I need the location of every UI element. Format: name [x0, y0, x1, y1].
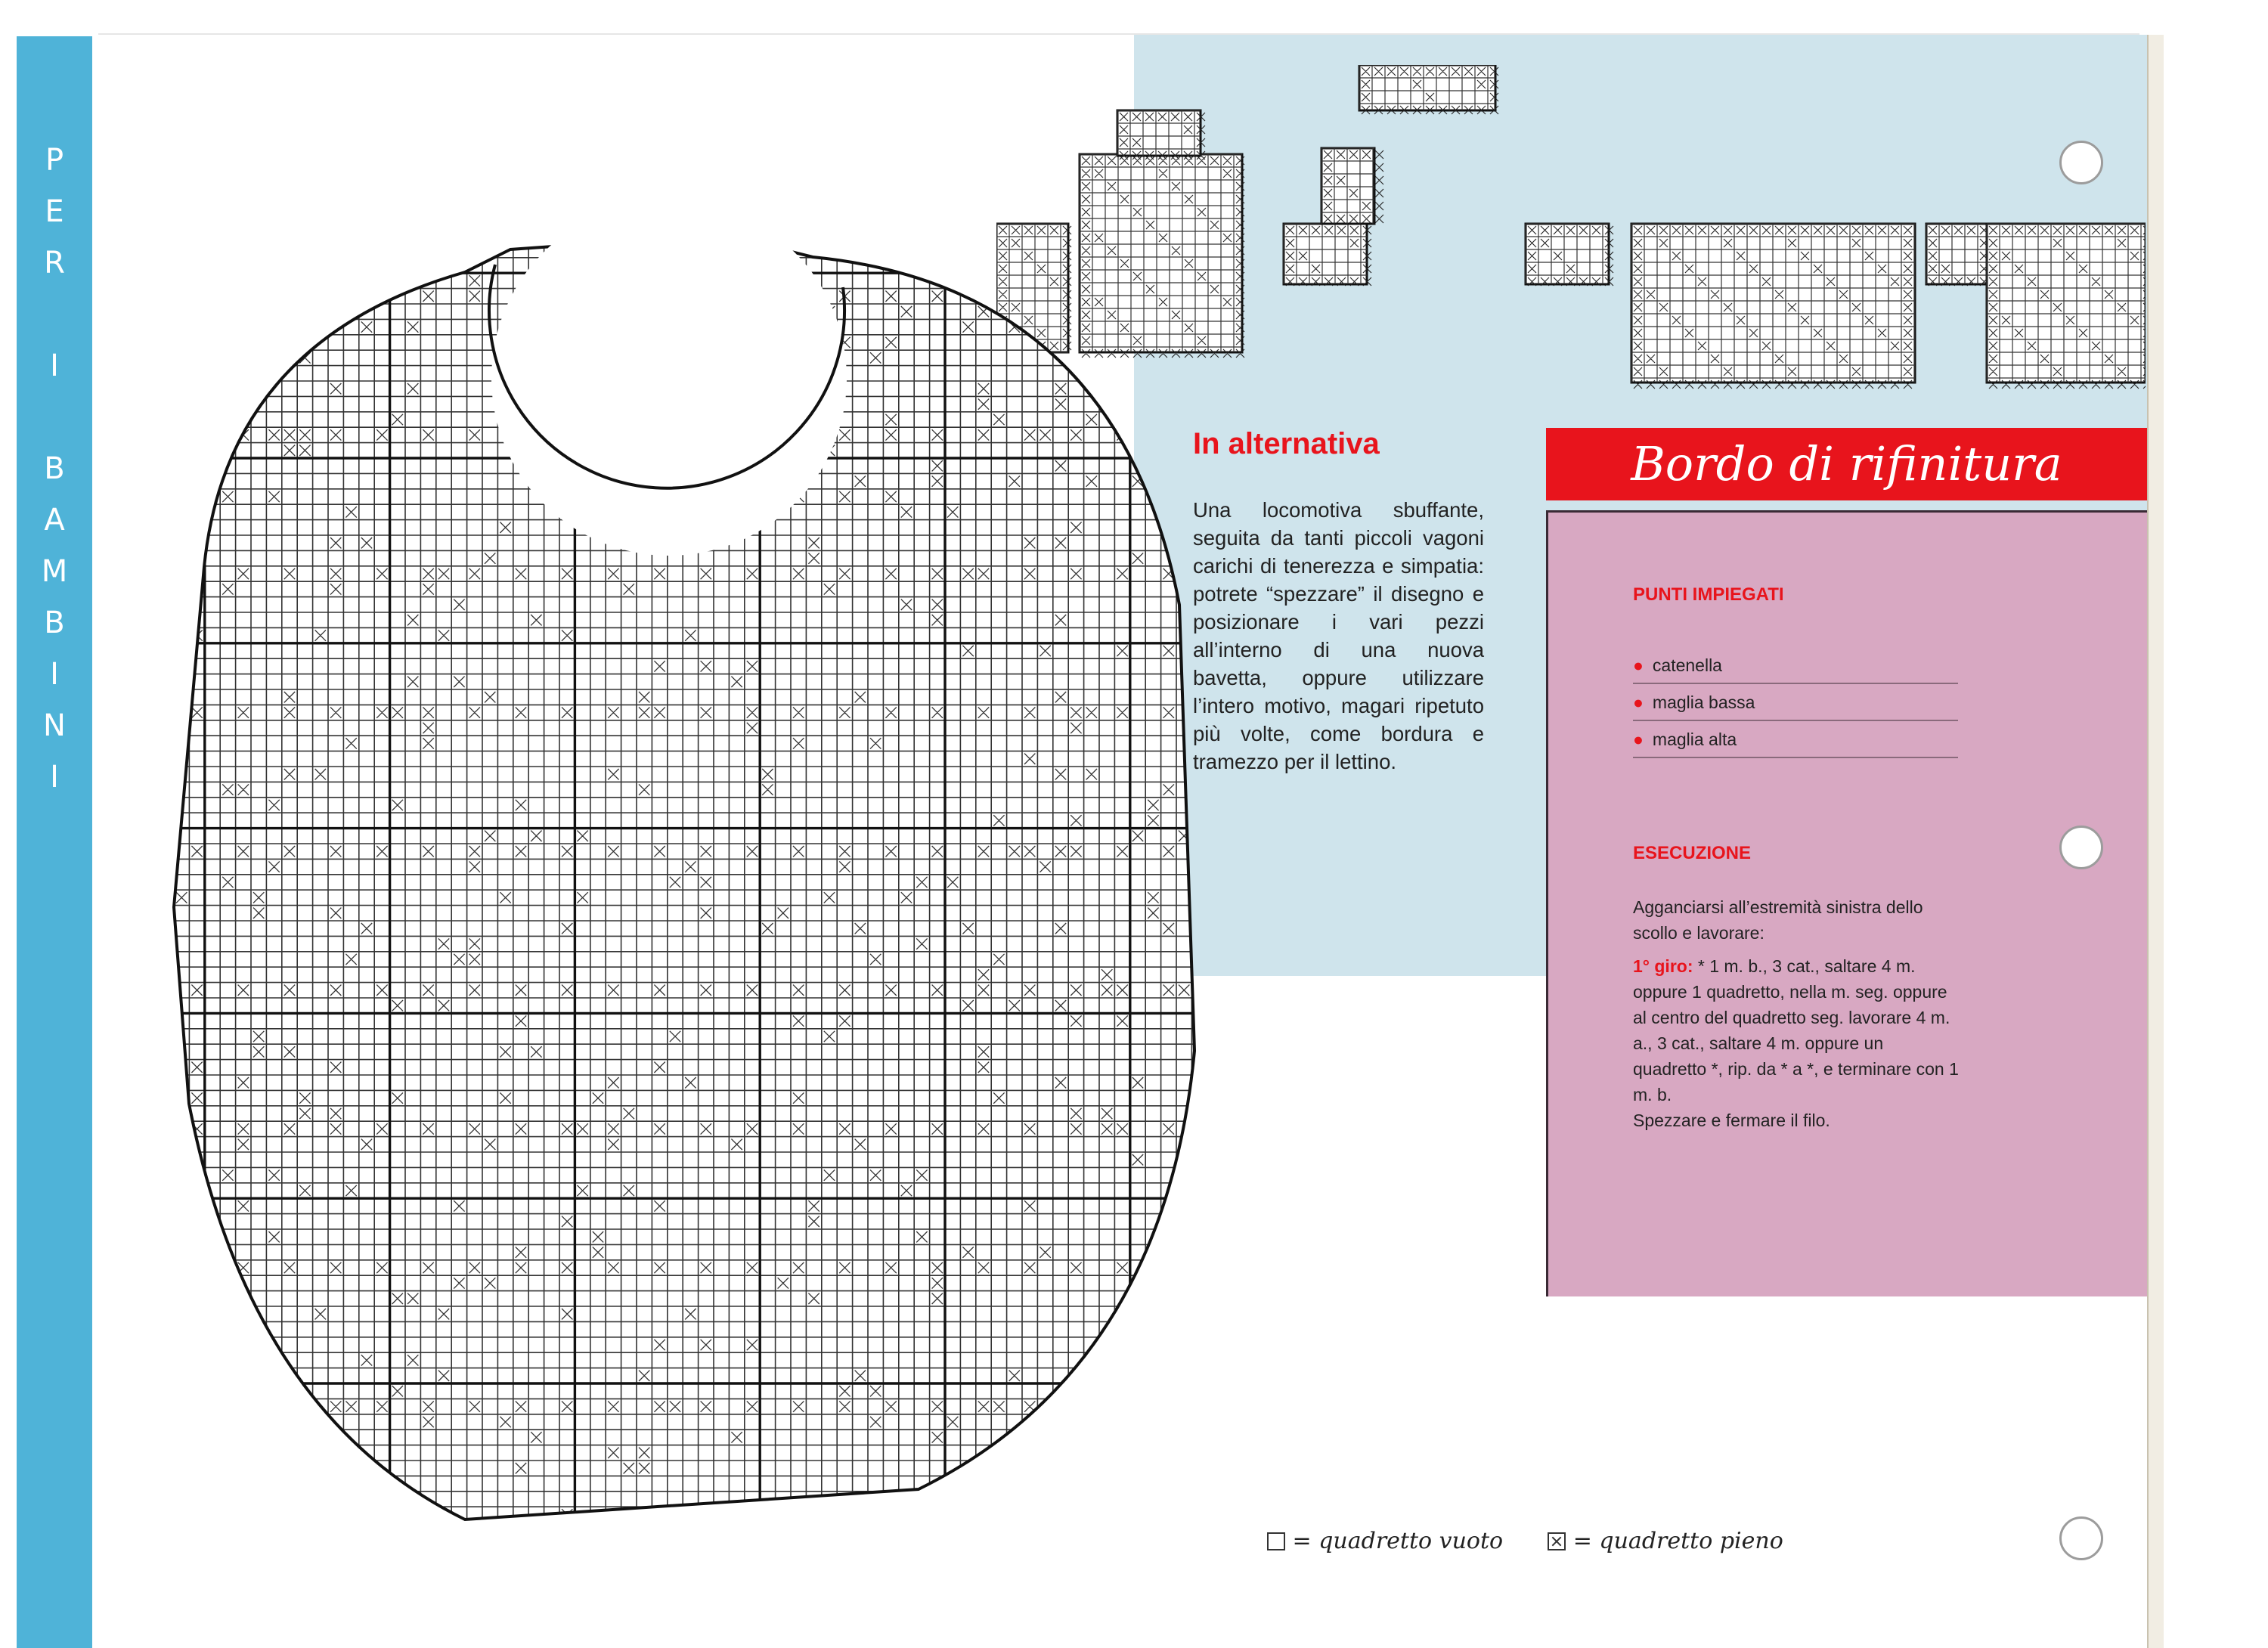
binder-hole-icon	[2059, 141, 2103, 184]
binder-hole-icon	[2059, 1516, 2103, 1560]
alternative-body: Una locomotiva sbuffante, seguita da tanti piccoli vagoni carichi di tenerezza e simpatia: potrete “spezzare” il disegno e posizionare i vari pezzi all’interno di una nuova bavetta, oppure utilizzare l’intero motivo, magari ripetuto più volte, come bordura e tramezzo per il lettino.	[1193, 498, 1484, 773]
stitches-heading: PUNTI IMPIEGATI	[1633, 584, 1784, 605]
execution-closing: Spezzare e fermare il filo.	[1633, 1111, 1830, 1130]
train-block	[1321, 148, 1383, 224]
train-block	[1284, 224, 1371, 286]
bullet-dot-icon: ●	[1633, 730, 1644, 749]
stitch-label: maglia alta	[1652, 730, 1737, 749]
stitch-item	[1633, 649, 1958, 684]
alternative-heading: In alternativa	[1193, 427, 1380, 460]
train-block	[1926, 224, 1988, 286]
train-block	[1359, 65, 1498, 114]
binder-hole-icon	[2059, 826, 2103, 869]
filled-square-icon	[1548, 1532, 1566, 1550]
stitch-item	[1633, 686, 1958, 721]
round-label: 1° giro:	[1633, 956, 1693, 976]
empty-square-icon	[1267, 1532, 1285, 1550]
train-block	[1987, 224, 2146, 389]
bullet-dot-icon: ●	[1633, 692, 1644, 712]
stitch-label: catenella	[1652, 655, 1722, 675]
bib-neck-opening	[491, 200, 847, 556]
execution-intro: Agganciarsi all’estremità sinistra dello scollo e lavorare:	[1633, 897, 1923, 943]
train-block	[1526, 224, 1613, 286]
train-block	[1631, 224, 1915, 389]
execution-heading: ESECUZIONE	[1633, 843, 1752, 863]
bullet-dot-icon: ●	[1633, 655, 1644, 675]
legend-empty-label: = quadretto vuoto	[1292, 1528, 1504, 1554]
binder-strip	[2147, 35, 2164, 1648]
round-text: * 1 m. b., 3 cat., saltare 4 m. oppure 1 quadretto, nella m. seg. oppure al centro del quadretto seg. lavorare 4 m. a., 3 cat., saltare 4 m. oppure un quadretto *, rip. da * a *, e terminare con 1 m. b.	[1633, 956, 1959, 1104]
sidebar-label: P E R I B A M B I N I	[41, 143, 68, 795]
chart-legend	[1267, 1528, 1783, 1554]
legend-full-label: = quadretto pieno	[1572, 1528, 1783, 1554]
finishing-border-banner	[1546, 428, 2147, 500]
banner-title: Bordo di rifinitura	[1631, 436, 2062, 491]
stitch-label: maglia bassa	[1652, 692, 1755, 712]
execution-round	[1633, 953, 1960, 1107]
execution-text	[1633, 894, 1960, 1133]
stitch-item	[1633, 723, 1958, 758]
train-block-frame	[1987, 224, 2146, 383]
